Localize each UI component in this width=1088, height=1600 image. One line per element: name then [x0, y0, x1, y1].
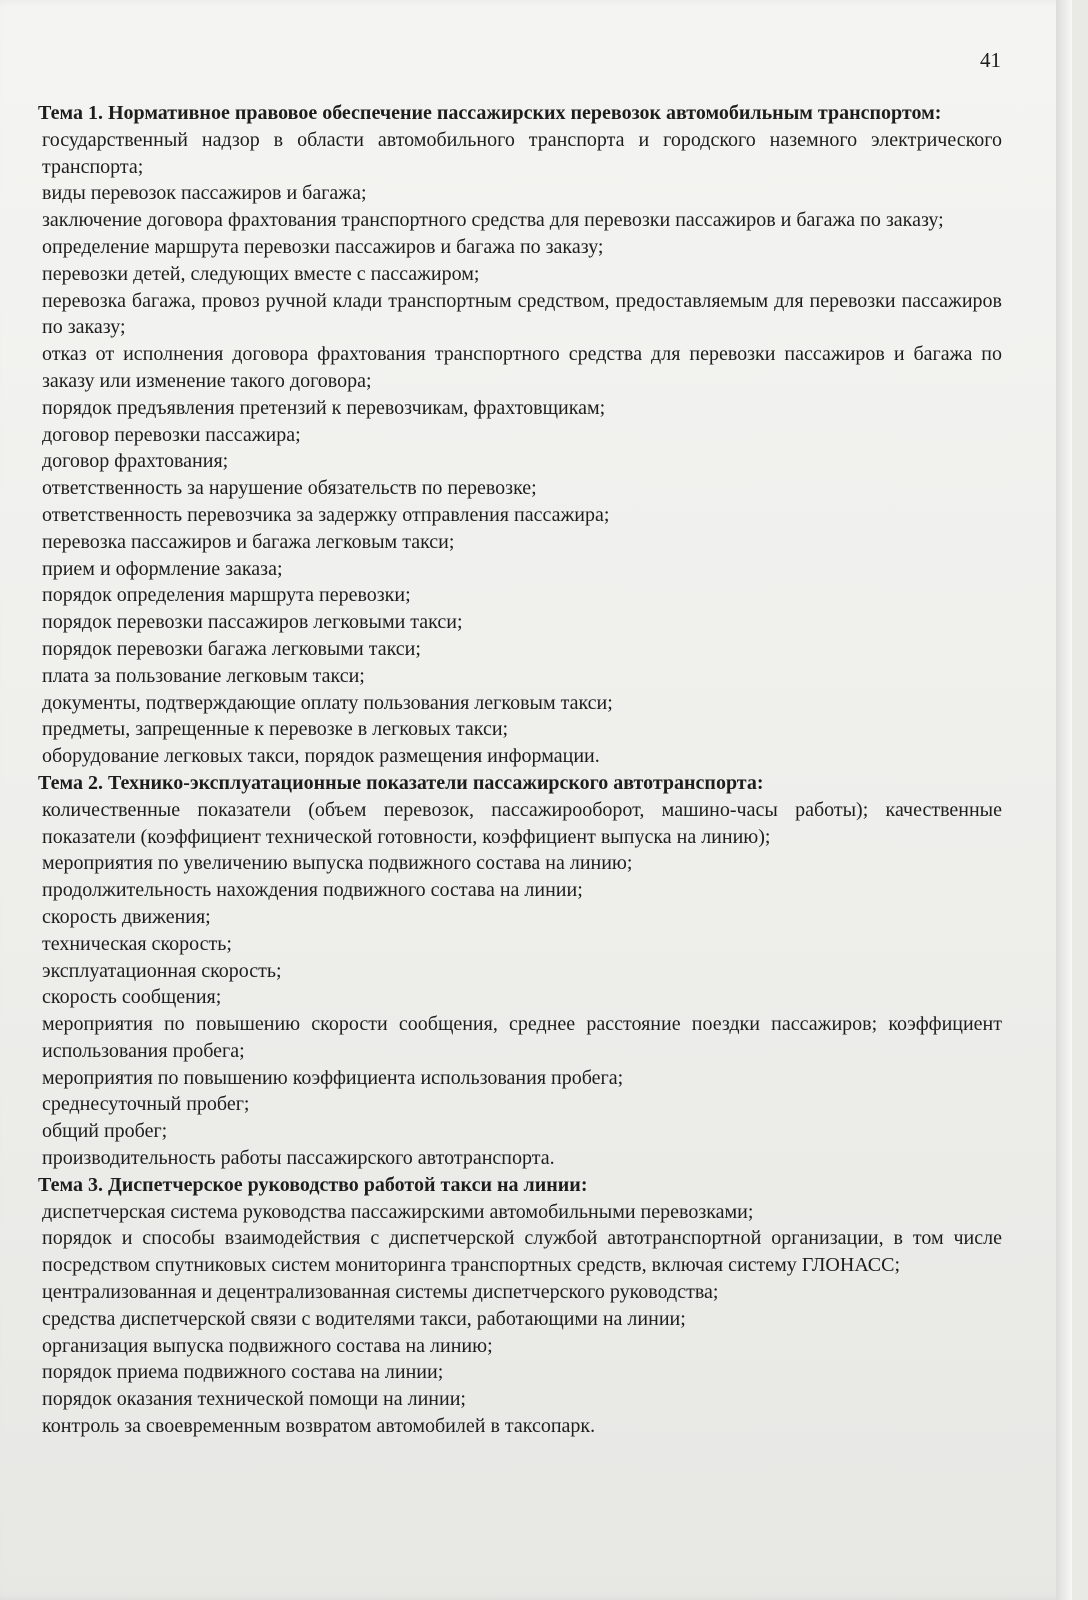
list-item: документы, подтверждающие оплату пользования легковым такси; [42, 691, 613, 714]
list-item: перевозка багажа, провоз ручной клади транспортным средством, предоставляемым для перевозки пассажиров по заказу; [42, 289, 1002, 339]
list-item: среднесуточный пробег; [42, 1093, 250, 1116]
list-item: количественные показатели (объем перевозок, пассажирооборот, машино-часы работы); качественные показатели (коэффициент технической готовности, коэффициент выпуска на линию); [42, 798, 1002, 848]
list-item: определение маршрута перевозки пассажиров и багажа по заказу; [42, 235, 604, 258]
list-item: мероприятия по повышению коэффициента использования пробега; [42, 1066, 624, 1089]
list-item: средства диспетчерской связи с водителями такси, работающими на линии; [42, 1307, 686, 1330]
list-item: порядок перевозки пассажиров легковыми такси; [42, 611, 463, 634]
list-item: ответственность за нарушение обязательств по перевозке; [42, 477, 537, 500]
list-item: порядок оказания технической помощи на линии; [42, 1388, 466, 1411]
list-item: предметы, запрещенные к перевозке в легковых такси; [42, 718, 509, 741]
list-item: скорость движения; [42, 905, 211, 928]
list-item: порядок приема подвижного состава на линии; [42, 1361, 444, 1384]
list-item: перевозка пассажиров и багажа легковым такси; [42, 530, 455, 553]
list-item: плата за пользование легковым такси; [42, 664, 365, 687]
list-item: порядок перевозки багажа легковыми такси; [42, 637, 421, 660]
topic-heading: Тема 1. Нормативное правовое обеспечение пассажирских перевозок автомобильным транспортом: [38, 102, 942, 124]
list-item: порядок и способы взаимодействия с диспетчерской службой автотранспортной организации, в том числе посредством спутниковых систем мониторинга транспортных средств, включая систему ГЛОНАСС; [42, 1227, 1002, 1277]
list-item: виды перевозок пассажиров и багажа; [42, 182, 367, 205]
list-item: государственный надзор в области автомобильного транспорта и городского наземного электрического транспорта; [42, 128, 1002, 178]
list-item: продолжительность нахождения подвижного состава на линии; [42, 879, 583, 902]
list-item: заключение договора фрахтования транспортного средства для перевозки пассажиров и багажа по заказу; [42, 209, 944, 232]
list-item: эксплуатационная скорость; [42, 959, 282, 982]
list-item: диспетчерская система руководства пассажирскими автомобильными перевозками; [42, 1200, 754, 1223]
list-item: техническая скорость; [42, 932, 232, 955]
list-item: ответственность перевозчика за задержку отправления пассажира; [42, 503, 610, 526]
list-item: порядок предъявления претензий к перевозчикам, фрахтовщикам; [42, 396, 606, 419]
page-edge [1056, 0, 1072, 1600]
list-item: скорость сообщения; [42, 986, 222, 1009]
list-item: оборудование легковых такси, порядок размещения информации. [42, 745, 600, 768]
list-item: договор фрахтования; [42, 450, 229, 473]
topic-heading: Тема 3. Диспетчерское руководство работой такси на линии: [38, 1173, 588, 1196]
list-item: производительность работы пассажирского автотранспорта. [42, 1147, 555, 1170]
topic-heading: Тема 2. Технико-эксплуатационные показатели пассажирского автотранспорта: [38, 771, 764, 794]
document-body [10, 100, 1002, 1440]
list-item: отказ от исполнения договора фрахтования транспортного средства для перевозки пассажиров и багажа по заказу или изменение такого договора; [42, 343, 1002, 392]
list-item: мероприятия по увеличению выпуска подвижного состава на линию; [42, 852, 633, 875]
list-item: договор перевозки пассажира; [42, 423, 301, 446]
list-item: централизованная и децентрализованная системы диспетчерского руководства; [42, 1281, 719, 1304]
list-item: организация выпуска подвижного состава на линию; [42, 1334, 493, 1357]
list-item: контроль за своевременным возвратом автомобилей в таксопарк. [42, 1415, 596, 1438]
list-item: прием и оформление заказа; [42, 557, 283, 580]
list-item: общий пробег; [42, 1120, 168, 1143]
list-item: мероприятия по повышению скорости сообщения, среднее расстояние поездки пассажиров; коэффициент использования пробега; [42, 1013, 1002, 1062]
page-number: 41 [980, 48, 1001, 72]
list-item: порядок определения маршрута перевозки; [42, 584, 411, 607]
list-item: перевозки детей, следующих вместе с пассажиром; [42, 262, 480, 285]
